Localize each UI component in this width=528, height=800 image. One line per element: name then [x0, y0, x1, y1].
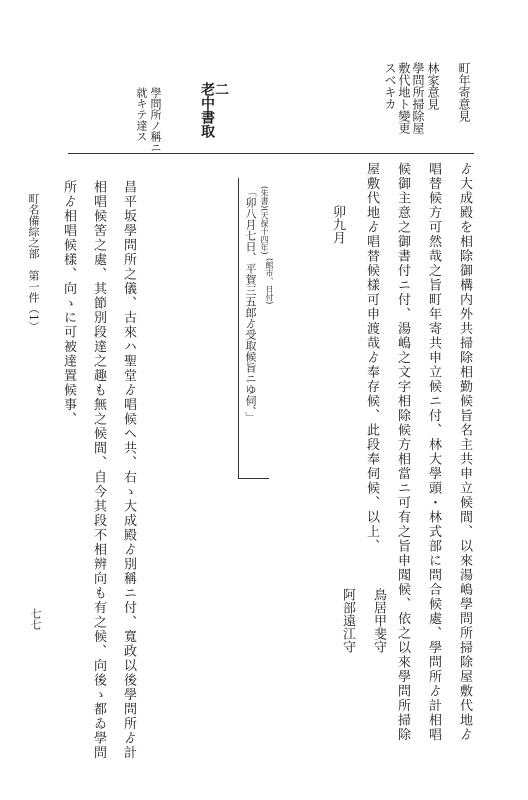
body-line-6: 相唱候筈之處、其節別段達之趣も無之候間、自今其段不相辨向も有之候、向後ゝ都ゐ學問 — [91, 180, 106, 760]
body-line-2: 唱替候方可然哉之旨町年寄共申立候ニ付、林大學頭・林式部に問合候處、學問所ゟ計相唱 — [426, 162, 441, 742]
header-col-2: 林家意見 — [426, 62, 440, 110]
annotation-sub: (館市、日付) — [265, 258, 274, 305]
body-line-3: 候御主意之御書付ニ付、湯嶋之文字相除候方相當ニ可有之旨申聞候、依之以來學問所掃除 — [395, 162, 410, 742]
annotation-text: 「卯八月七日、平賀三五郎ゟ受取候旨ニゆ伺、」 — [244, 186, 257, 423]
page-number: 七七 — [29, 608, 42, 630]
header-col-1: 町年寄意見 — [457, 62, 471, 122]
side-note-1: 學問所ノ稱ニ — [149, 87, 162, 153]
section-title: 老中書取 — [199, 82, 215, 138]
date: 卯九月 — [330, 205, 345, 244]
side-note-2: 就キテ達ス — [135, 87, 148, 142]
body-line-4: 屋敷代地ゟ唱替候樣可申渡哉ゟ奉存候、此段奉伺候、以上、 — [364, 162, 379, 554]
running-footer: 町名備綜之部 第一件（1） — [27, 193, 40, 332]
header-col-3: 學問所掃除屋 — [411, 62, 425, 134]
body-line-5: 昌平坂學問所之儀、古來ハ聖堂ゟ唱候ヘ共、右ゝ大成殿ゟ別稱ニ付、寬政以後學問所ゟ計 — [121, 180, 136, 760]
signature-2: 阿部遠江守 — [340, 588, 355, 653]
signature-1: 鳥居甲斐守 — [371, 588, 386, 653]
header-divider — [68, 153, 474, 154]
section-number: 二 — [213, 82, 229, 96]
body-line-7: 所ゟ相唱候樣、向ゝに可被達置候事、 — [61, 180, 76, 427]
header-col-4: 敷代地ト變更 — [397, 62, 411, 134]
header-col-5: スベキカ — [383, 62, 397, 110]
body-line-1: ゟ大成殿を相除御構内外共掃除相勤候旨名主共申立候間、以來湯嶋學問所掃除屋敷代地ゟ — [457, 162, 472, 742]
annotation-head: (朱書)(天保十四年) — [260, 186, 269, 255]
